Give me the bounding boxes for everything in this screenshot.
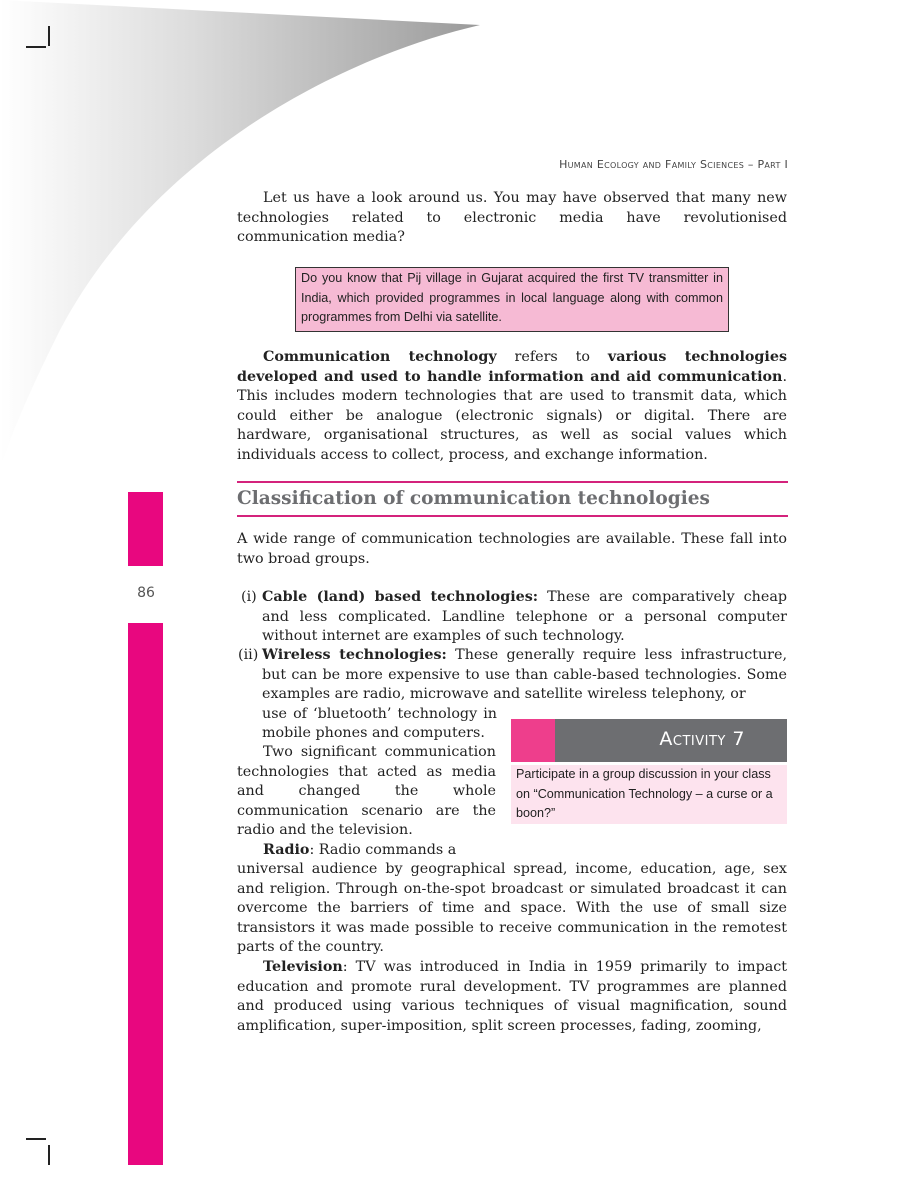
- definition-connector: refers to: [496, 349, 608, 365]
- radio-term: Radio: [263, 842, 310, 858]
- section-heading: Classification of communication technologies: [237, 488, 710, 509]
- section-intro: A wide range of communication technologies are available. These fall into two broad groups.: [237, 531, 787, 567]
- list-text: These are comparatively cheap and less complicated. Landline telephone or a personal computer without internet are examples of such technology.: [262, 589, 788, 644]
- crop-mark-bottom-left-v: [48, 1145, 50, 1165]
- crop-mark-top-left-v: [48, 26, 50, 46]
- running-header: Human Ecology and Family Sciences – Part I: [559, 158, 788, 171]
- crop-mark-bottom-left-h: [26, 1138, 46, 1140]
- television-text: : TV was introduced in India in 1959 primarily to impact education and promote rural development. TV programmes are planned and produced using various techniques of visual magnification, sound amplification, super-imposition, split screen processes, fading, zooming,: [237, 959, 787, 1034]
- page-number: 86: [137, 585, 155, 601]
- list-marker: (i): [241, 589, 257, 605]
- list-text-narrow: use of ‘bluetooth’ technology in mobile phones and computers.: [262, 705, 497, 741]
- radio-lead-text: : Radio commands a: [309, 842, 457, 858]
- definition-emphasis: various technologies developed and used to handle information and aid communication: [237, 349, 787, 385]
- definition-paragraph: [237, 348, 787, 465]
- intro-paragraph: Let us have a look around us. You may have observed that many new technologies related to electronic media have revolutionised communication media?: [237, 190, 787, 245]
- section-rule-bottom: [237, 515, 788, 517]
- activity-body: [511, 765, 787, 824]
- did-you-know-box: [295, 267, 729, 332]
- television-paragraph: [237, 958, 787, 1036]
- activity-accent: [511, 719, 555, 762]
- definition-term: Communication technology: [263, 349, 497, 365]
- list-marker: (ii): [238, 647, 259, 663]
- list-term: Cable (land) based technologies:: [262, 589, 539, 605]
- list-text: These generally require less infrastructure, but can be more expensive to use than cable-based technologies. Some examples are radio, microwave and satellite wireless telephony, or: [262, 647, 788, 702]
- crop-mark-top-left-h: [26, 46, 46, 48]
- list-term: Wireless technologies:: [262, 647, 447, 663]
- activity-header: [511, 719, 787, 762]
- radio-lead: [237, 841, 496, 861]
- margin-bar-bottom: [128, 623, 163, 1165]
- definition-rest: . This includes modern technologies that are used to transmit data, which could either be analogue (electronic signals) or digital. There are hardware, organisational structures, as well as social values which individuals access to collect, process, and exchange information.: [237, 368, 787, 463]
- activity-text: Participate in a group discussion in your class on “Communication Technology – a curse or a boon?”: [516, 767, 773, 820]
- list-item-cable: [237, 588, 787, 647]
- radio-paragraph: universal audience by geographical spread, income, education, age, sex and religion. Through on-the-spot broadcast or simulated broadcast it can overcome the barriers of time and space. With the use of small size transistors it was made possible to receive communication in the remotest parts of the country.: [237, 861, 787, 955]
- section-rule-top: [237, 481, 788, 483]
- two-technologies-paragraph: Two significant communication technologies that acted as media and changed the whole communication scenario are the radio and the television.: [237, 744, 496, 838]
- activity-title: Activity 7: [659, 728, 745, 750]
- margin-bar-top: [128, 492, 163, 566]
- television-term: Television: [263, 959, 343, 975]
- did-you-know-text: Do you know that Pij village in Gujarat acquired the first TV transmitter in India, which provided programmes in local language along with common programmes from Delhi via satellite.: [301, 271, 723, 324]
